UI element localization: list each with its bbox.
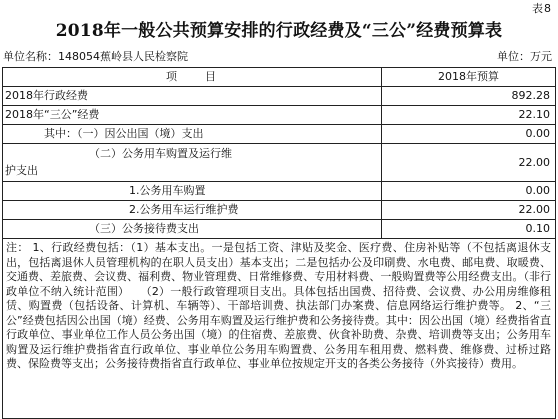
table-row: [3, 87, 555, 106]
row-label-line1: （二）公务用车购置及运行维: [89, 147, 232, 160]
row-label: 2.公务用车运行维护费: [129, 203, 239, 216]
row-value-cell: [382, 182, 555, 200]
row-value: 22.00: [518, 156, 550, 169]
row-value-cell: [382, 106, 555, 124]
note-row: [3, 239, 555, 419]
table-row: [3, 144, 555, 182]
row-label: 1.公务用车购置: [129, 184, 206, 197]
header-cell-budget: [382, 68, 555, 86]
sheet-number: 表8: [532, 2, 552, 15]
header-label-budget: 2018年预算: [438, 70, 499, 83]
row-label-cell: [3, 220, 382, 238]
row-value-cell: [382, 125, 555, 143]
unit-name: 单位名称：148054蕉岭县人民检察院: [3, 50, 188, 63]
header-label-item: 项 目: [166, 70, 218, 83]
row-value: 0.00: [525, 184, 550, 197]
row-label-cell: [3, 144, 382, 181]
page-title: 2018年一般公共预算安排的行政经费及“三公”经费预算表: [55, 21, 503, 41]
row-value: 0.00: [525, 127, 550, 140]
row-value: 0.10: [525, 222, 550, 235]
row-label: 2018年“三公”经费: [5, 108, 100, 121]
row-label-cell: [3, 87, 382, 105]
row-value: 22.00: [518, 203, 550, 216]
meta-bar: [3, 49, 552, 65]
row-label-cell: [3, 106, 382, 124]
budget-table: [2, 67, 556, 419]
row-label: 2018年行政经费: [5, 89, 88, 102]
row-value-cell: [382, 220, 555, 238]
table-row: [3, 182, 555, 201]
table-header-row: [3, 68, 555, 87]
row-label-cell: [3, 182, 382, 200]
unit-label: 单位：万元: [497, 50, 552, 63]
row-value: 892.28: [511, 89, 550, 102]
row-label-cell: [3, 125, 382, 143]
row-label-cell: [3, 201, 382, 219]
row-value-cell: [382, 144, 555, 181]
row-label: （三）公务接待费支出: [89, 222, 199, 235]
table-row: [3, 220, 555, 239]
table-row: [3, 125, 555, 144]
row-label: 其中：（一）因公出国（境）支出: [44, 127, 204, 140]
row-label: [3, 144, 381, 179]
row-value-cell: [382, 201, 555, 219]
row-value-cell: [382, 87, 555, 105]
header-cell-item: [3, 68, 382, 86]
row-value: 22.10: [518, 108, 550, 121]
table-row: [3, 106, 555, 125]
table-row: [3, 201, 555, 220]
row-label-line2: 护支出: [5, 164, 38, 177]
footnote: 注： 1、行政经费包括：（1）基本支出。一是包括工资、津贴及奖金、医疗费、住房补贴等（不包括离退休支出，包括离退休人员管理机构的在职人员支出）基本支出；二是包括办公及印刷费、水电费、邮电费、取暖费、交通费、差旅费、会议费、福利费、物业管理费、日常维修费、专用材料费、一般购置费等公用经费支出。（非行政单位不纳入统计范围） （2）一般行政管理项目支出。具体包括出国费、招待费、会议费、办公用房维修租赁、购置费（包括设备、计算机、车辆等）、干部培训费、执法部门办案费、信息网络运行维护费等。 2、“三公”经费包括因公出国（境）经费、公务用车购置及运行维护费和公务接待费。其中：因公出国（境）经费指省直行政单位、事业单位工作人员公务出国（境）的住宿费、差旅费、伙食补助费、杂费、培训费等支出；公务用车购置及运行维护费指省直行政单位、事业单位公务用车购置费、公务用车租用费、燃料费、维修费、过桥过路费、保险费等支出；公务接待费指省直行政单位、事业单位按规定开支的各类公务接待（外宾接待）费用。: [6, 241, 551, 370]
